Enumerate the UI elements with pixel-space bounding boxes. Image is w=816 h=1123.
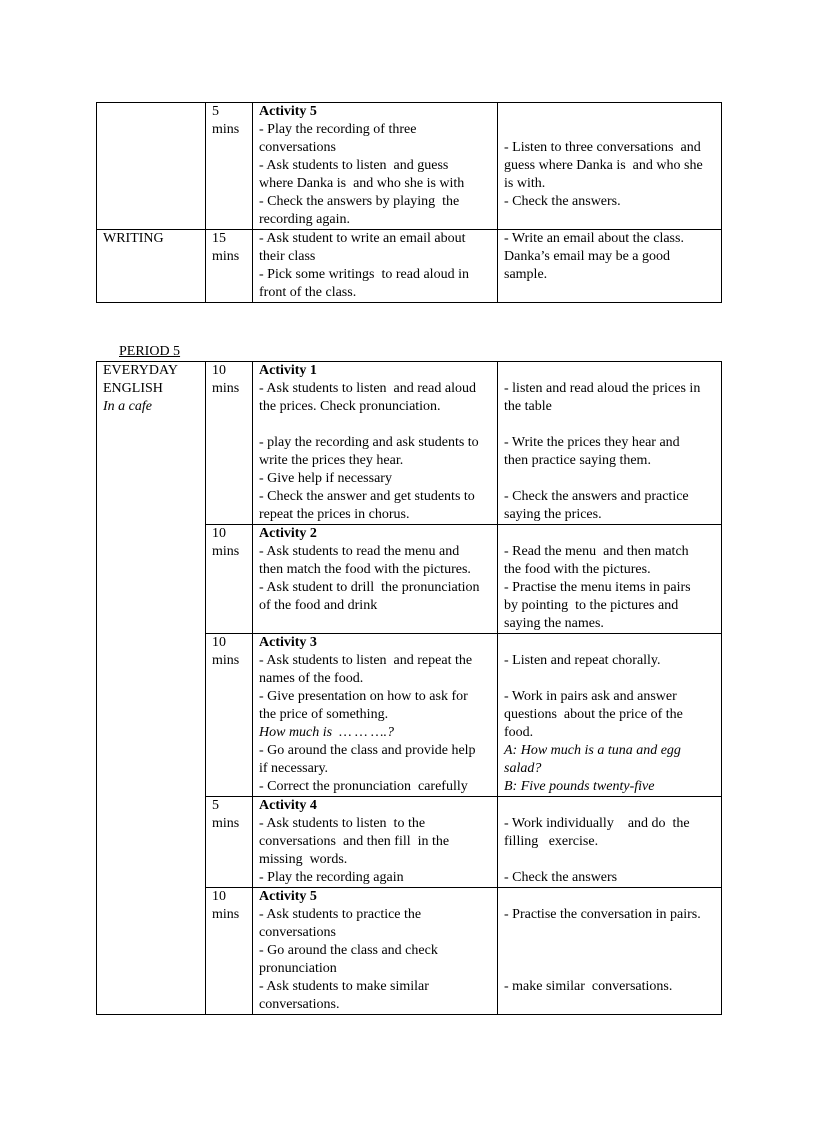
time-text: 10 xyxy=(212,363,226,378)
cell-line: - Pick some writings to read aloud in xyxy=(259,267,469,282)
activity-heading: Activity 3 xyxy=(259,635,317,650)
cell-line: - Check the answers and practice xyxy=(504,489,689,504)
cell-line: - Ask student to write an email about xyxy=(259,231,466,246)
cell-line: ENGLISH xyxy=(103,381,163,396)
cell-line: - Give help if necessary xyxy=(259,471,392,486)
time-text: 10 xyxy=(212,889,226,904)
cell-line: - play the recording and ask students to xyxy=(259,435,479,450)
cell-line: EVERYDAY xyxy=(103,363,178,378)
teacher-activity-cell xyxy=(253,525,498,634)
time-text: 5 xyxy=(212,104,219,119)
blank-line xyxy=(504,416,715,434)
cell-line: - Listen to three conversations and xyxy=(504,140,701,155)
time-cell xyxy=(206,103,253,230)
time-text: 5 xyxy=(212,798,219,813)
cell-line: the table xyxy=(504,399,552,414)
student-activity-cell xyxy=(498,525,722,634)
cell-line: - Ask students to listen and read aloud xyxy=(259,381,476,396)
cell-line: - Check the answers xyxy=(504,870,618,885)
cell-line: - Go around the class and provide help xyxy=(259,743,476,758)
cell-line: - Write an email about the class. xyxy=(504,231,684,246)
table-row xyxy=(97,362,722,525)
cell-line: - Ask students to listen and repeat the xyxy=(259,653,473,668)
cell-line: conversations xyxy=(259,140,336,155)
student-activity-cell xyxy=(498,230,722,303)
cell-line: the food with the pictures. xyxy=(504,562,651,577)
cell-line: - Ask students to read the menu and xyxy=(259,544,460,559)
activity-heading: Activity 2 xyxy=(259,526,317,541)
time-text: mins xyxy=(212,381,240,396)
blank-line xyxy=(504,121,715,139)
section-cell xyxy=(97,103,206,230)
blank-line xyxy=(504,851,715,869)
blank-line xyxy=(504,634,715,652)
cell-line: by pointing to the pictures and xyxy=(504,598,679,613)
cell-line: write the prices they hear. xyxy=(259,453,404,468)
lesson-table-period-5 xyxy=(96,361,722,1015)
time-text: mins xyxy=(212,907,240,922)
cell-line: then practice saying them. xyxy=(504,453,651,468)
blank-line xyxy=(504,888,715,906)
cell-line: the price of something. xyxy=(259,707,389,722)
table-row xyxy=(97,103,722,230)
time-cell xyxy=(206,525,253,634)
cell-line: - Practise the conversation in pairs. xyxy=(504,907,701,922)
time-text: 10 xyxy=(212,635,226,650)
time-cell xyxy=(206,797,253,888)
teacher-activity-cell xyxy=(253,230,498,303)
blank-line xyxy=(504,797,715,815)
teacher-activity-cell xyxy=(253,634,498,797)
cell-line: conversations and then fill in the xyxy=(259,834,450,849)
blank-line xyxy=(504,362,715,380)
table-row xyxy=(97,230,722,303)
teacher-activity-cell xyxy=(253,362,498,525)
cell-line: saying the prices. xyxy=(504,507,602,522)
cell-line: recording again. xyxy=(259,212,350,227)
activity-heading: Activity 1 xyxy=(259,363,317,378)
student-activity-cell xyxy=(498,797,722,888)
teacher-activity-cell xyxy=(253,103,498,230)
time-text: mins xyxy=(212,653,240,668)
student-activity-cell xyxy=(498,888,722,1015)
time-text: mins xyxy=(212,249,240,264)
cell-line: - Work in pairs ask and answer xyxy=(504,689,677,704)
cell-line: - Play the recording of three xyxy=(259,122,417,137)
period-label: PERIOD 5 xyxy=(119,344,181,359)
cell-line: where Danka is and who she is with xyxy=(259,176,465,191)
section-cell xyxy=(97,362,206,1015)
activity-heading: Activity 4 xyxy=(259,798,317,813)
student-activity-cell xyxy=(498,634,722,797)
time-text: 10 xyxy=(212,526,226,541)
cell-line: missing words. xyxy=(259,852,348,867)
cell-line: conversations xyxy=(259,925,336,940)
cell-line: their class xyxy=(259,249,316,264)
activity-heading: Activity 5 xyxy=(259,104,317,119)
cell-line: - Go around the class and check xyxy=(259,943,438,958)
blank-line xyxy=(504,103,715,121)
cell-line: front of the class. xyxy=(259,285,357,300)
section-cell xyxy=(97,230,206,303)
teacher-activity-cell xyxy=(253,888,498,1015)
cell-line: - Write the prices they hear and xyxy=(504,435,680,450)
cell-line: - Correct the pronunciation carefully xyxy=(259,779,468,794)
blank-line xyxy=(259,416,491,434)
cell-line: - Check the answer and get students to xyxy=(259,489,475,504)
time-cell xyxy=(206,362,253,525)
cell-line: - Ask students to listen to the xyxy=(259,816,426,831)
lesson-table-continued xyxy=(96,102,722,303)
cell-line: questions about the price of the xyxy=(504,707,683,722)
cell-line: - Give presentation on how to ask for xyxy=(259,689,468,704)
cell-line: - Read the menu and then match xyxy=(504,544,689,559)
cell-line: - Ask students to practice the xyxy=(259,907,422,922)
cell-line: WRITING xyxy=(103,231,164,246)
blank-line xyxy=(504,525,715,543)
cell-line: - Play the recording again xyxy=(259,870,404,885)
time-text: mins xyxy=(212,544,240,559)
cell-line: - Check the answers by playing the xyxy=(259,194,460,209)
blank-line xyxy=(504,942,715,960)
cell-line: B: Five pounds twenty-five xyxy=(504,779,655,794)
cell-line: pronunciation xyxy=(259,961,337,976)
cell-line: repeat the prices in chorus. xyxy=(259,507,410,522)
blank-line xyxy=(504,960,715,978)
blank-line xyxy=(504,470,715,488)
teacher-activity-cell xyxy=(253,797,498,888)
time-cell xyxy=(206,230,253,303)
cell-line: - Ask student to drill the pronunciation xyxy=(259,580,480,595)
cell-line: saying the names. xyxy=(504,616,604,631)
blank-line xyxy=(504,670,715,688)
cell-line: food. xyxy=(504,725,534,740)
cell-line: names of the food. xyxy=(259,671,364,686)
cell-line: A: How much is a tuna and egg xyxy=(504,743,681,758)
cell-line: is with. xyxy=(504,176,546,191)
cell-line: In a cafe xyxy=(103,399,152,414)
cell-line: - Check the answers. xyxy=(504,194,621,209)
student-activity-cell xyxy=(498,103,722,230)
cell-line: guess where Danka is and who she xyxy=(504,158,703,173)
time-text: mins xyxy=(212,816,240,831)
cell-line: - make similar conversations. xyxy=(504,979,673,994)
cell-line: conversations. xyxy=(259,997,340,1012)
cell-line: - Listen and repeat chorally. xyxy=(504,653,661,668)
cell-line: if necessary. xyxy=(259,761,329,776)
cell-line: then match the food with the pictures. xyxy=(259,562,471,577)
time-cell xyxy=(206,888,253,1015)
time-cell xyxy=(206,634,253,797)
student-activity-cell xyxy=(498,362,722,525)
cell-line: - Practise the menu items in pairs xyxy=(504,580,691,595)
cell-line: sample. xyxy=(504,267,548,282)
cell-line: How much is … … ….? xyxy=(259,725,394,740)
activity-heading: Activity 5 xyxy=(259,889,317,904)
cell-line: of the food and drink xyxy=(259,598,378,613)
time-text: 15 xyxy=(212,231,226,246)
cell-line: filling exercise. xyxy=(504,834,599,849)
cell-line: the prices. Check pronunciation. xyxy=(259,399,441,414)
cell-line: salad? xyxy=(504,761,542,776)
cell-line: - Ask students to listen and guess xyxy=(259,158,449,173)
blank-line xyxy=(504,924,715,942)
cell-line: - Work individually and do the xyxy=(504,816,690,831)
cell-line: Danka’s email may be a good xyxy=(504,249,671,264)
time-text: mins xyxy=(212,122,240,137)
cell-line: - Ask students to make similar xyxy=(259,979,429,994)
cell-line: - listen and read aloud the prices in xyxy=(504,381,701,396)
